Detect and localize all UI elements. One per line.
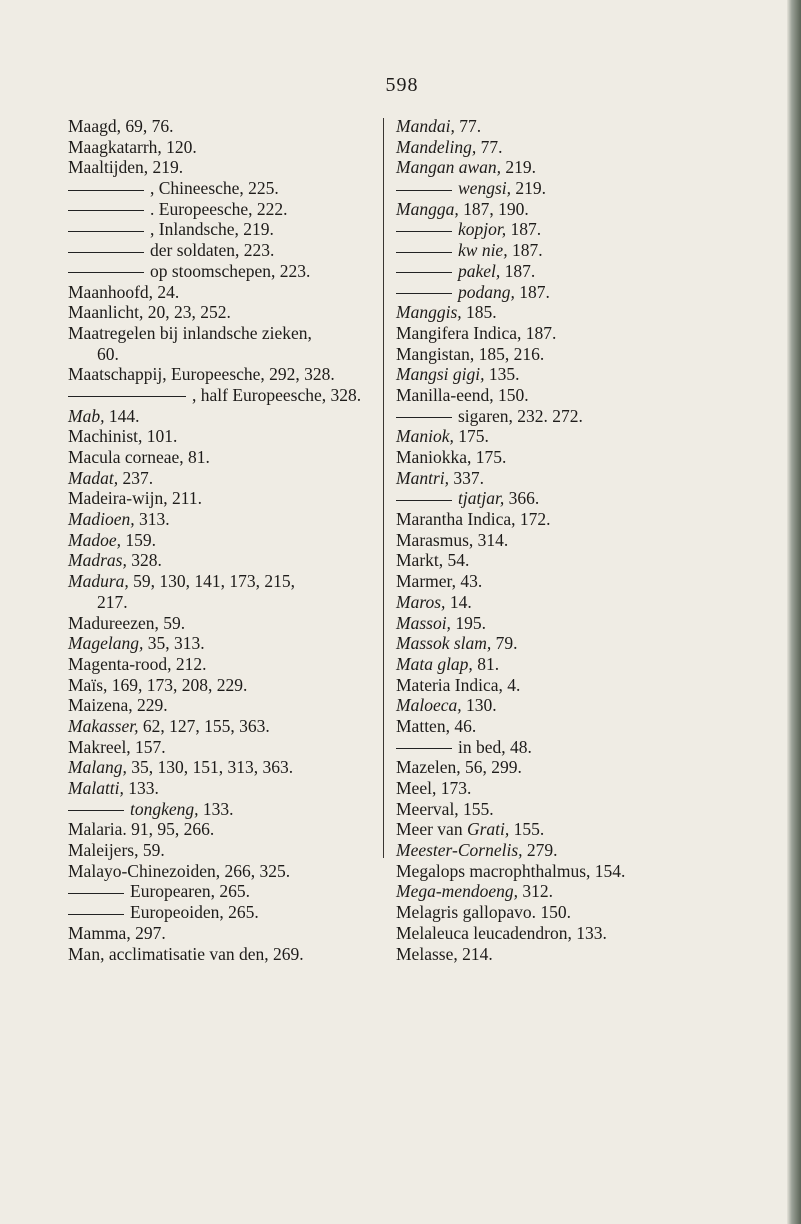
ditto-dash xyxy=(396,417,452,418)
index-entry xyxy=(68,116,378,137)
entry-text: Meer van xyxy=(396,819,467,840)
index-entry xyxy=(68,861,378,882)
entry-text: Maagd, 69, 76. xyxy=(68,116,174,136)
index-entry xyxy=(396,199,766,220)
entry-text: 328. xyxy=(126,550,162,571)
entry-text: . Europeesche, 222. xyxy=(150,198,288,219)
entry-text: 217. xyxy=(97,591,128,612)
entry-term: Maros, xyxy=(396,591,446,612)
entry-term: Mandai, xyxy=(396,116,455,136)
entry-text: Markt, 54. xyxy=(396,550,470,571)
entry-text: Melasse, 214. xyxy=(396,943,493,964)
entry-text: 35, 313. xyxy=(143,633,205,654)
ditto-dash xyxy=(396,231,452,232)
entry-term: Grati, xyxy=(466,819,510,840)
index-entry xyxy=(68,819,378,840)
index-entry xyxy=(68,757,378,778)
entry-text: 59, 130, 141, 173, 215, xyxy=(128,571,296,592)
entry-text: Meerval, 155. xyxy=(396,798,494,819)
entry-text: , Inlandsche, 219. xyxy=(150,219,274,240)
index-entry xyxy=(396,613,766,634)
column-divider xyxy=(383,118,384,858)
entry-text: in bed, 48. xyxy=(458,736,532,757)
index-entry xyxy=(68,323,378,344)
entry-text: Matten, 46. xyxy=(396,715,477,736)
entry-text: 187. xyxy=(500,260,536,281)
ditto-dash xyxy=(396,748,452,749)
index-entry xyxy=(68,530,378,551)
entry-text: Madureezen, 59. xyxy=(68,612,186,633)
index-entry xyxy=(396,509,766,530)
entry-text: Melaleuca leucadendron, 133. xyxy=(396,922,607,943)
index-entry xyxy=(396,550,766,571)
entry-text: Marantha Indica, 172. xyxy=(396,509,551,530)
index-entry xyxy=(68,364,378,385)
entry-text: 135. xyxy=(484,364,520,385)
entry-text: 337. xyxy=(449,467,484,488)
entry-text: Makreel, 157. xyxy=(68,736,166,757)
index-entry xyxy=(68,923,378,944)
index-entry xyxy=(396,406,766,427)
index-entry xyxy=(68,881,378,902)
ditto-dash xyxy=(68,190,144,191)
ditto-dash xyxy=(68,272,144,273)
ditto-dash xyxy=(68,893,124,894)
ditto-dash xyxy=(396,500,452,501)
entry-text: 219. xyxy=(511,178,546,199)
ditto-dash xyxy=(68,210,144,211)
index-entry xyxy=(68,571,378,592)
index-entry xyxy=(396,654,766,675)
index-entry xyxy=(68,695,378,716)
index-entry xyxy=(68,302,378,323)
page-edge xyxy=(787,0,801,1224)
entry-term: Mandeling, xyxy=(396,136,477,157)
entry-text: Europeoiden, 265. xyxy=(130,902,259,923)
entry-text: Maatregelen bij inlandsche zieken, xyxy=(68,322,312,343)
entry-text: Marasmus, 314. xyxy=(396,529,509,550)
entry-text: der soldaten, 223. xyxy=(150,240,275,261)
entry-text: Maagkatarrh, 120. xyxy=(68,136,197,157)
entry-text: 175. xyxy=(453,426,489,447)
index-entry xyxy=(68,406,378,427)
ditto-dash xyxy=(396,293,452,294)
entry-text: 195. xyxy=(450,612,486,633)
page-number: 598 xyxy=(385,74,419,96)
entry-text: 185. xyxy=(461,302,497,323)
entry-text: Malayo-Chinezoiden, 266, 325. xyxy=(68,860,291,881)
index-entry xyxy=(68,137,378,158)
entry-text: Marmer, 43. xyxy=(396,571,483,592)
entry-text: Meel, 173. xyxy=(396,778,472,798)
ditto-dash xyxy=(396,190,452,191)
index-entry xyxy=(68,178,378,199)
index-entry xyxy=(68,385,378,406)
index-entry xyxy=(68,902,378,923)
index-entry xyxy=(396,302,766,323)
entry-text: Maanlicht, 20, 23, 252. xyxy=(68,302,231,323)
index-entry xyxy=(68,344,378,365)
index-entry xyxy=(68,654,378,675)
entry-text: 14. xyxy=(445,591,472,612)
index-entry xyxy=(68,592,378,613)
index-entry xyxy=(396,778,766,799)
index-entry xyxy=(68,199,378,220)
index-entry xyxy=(396,178,766,199)
index-entry xyxy=(396,675,766,696)
index-entry xyxy=(396,323,766,344)
index-entry xyxy=(68,944,378,965)
index-entry xyxy=(396,695,766,716)
entry-text: 187. xyxy=(506,219,542,240)
entry-term: tongkeng, xyxy=(130,798,199,819)
entry-text: 219. xyxy=(501,157,536,178)
index-entry xyxy=(396,716,766,737)
entry-term: Mab, xyxy=(68,405,105,426)
index-entry xyxy=(68,799,378,820)
index-entry xyxy=(68,447,378,468)
index-entry xyxy=(396,737,766,758)
ditto-dash xyxy=(396,252,452,253)
index-entry xyxy=(68,716,378,737)
index-entry xyxy=(68,840,378,861)
index-column-left xyxy=(68,116,378,964)
index-entry xyxy=(68,633,378,654)
entry-term: tjatjar, xyxy=(458,488,505,509)
index-entry xyxy=(68,240,378,261)
index-entry xyxy=(396,468,766,489)
entry-term: Madura, xyxy=(68,571,129,592)
index-entry xyxy=(396,157,766,178)
entry-term: Madoe, xyxy=(68,529,121,550)
entry-term: Maloeca, xyxy=(396,695,462,716)
index-entry xyxy=(396,902,766,923)
entry-text: 279. xyxy=(522,840,558,861)
entry-term: Massok slam, xyxy=(396,633,492,654)
entry-text: 187, 190. xyxy=(458,198,529,219)
index-entry xyxy=(396,261,766,282)
index-entry xyxy=(68,737,378,758)
index-column-right xyxy=(396,116,766,964)
index-entry xyxy=(396,799,766,820)
entry-text: Machinist, 101. xyxy=(68,426,178,447)
entry-text: 237. xyxy=(118,467,154,488)
entry-text: 155. xyxy=(509,819,545,840)
entry-text: Macula corneae, 81. xyxy=(68,447,210,467)
entry-text: Magenta-rood, 212. xyxy=(68,653,207,674)
entry-text: 77. xyxy=(476,136,503,157)
index-entry xyxy=(68,613,378,634)
entry-text: 133. xyxy=(198,798,234,819)
index-entry xyxy=(396,447,766,468)
index-entry xyxy=(396,592,766,613)
entry-term: Mangsi gigi, xyxy=(396,364,485,385)
entry-text: Maïs, 169, 173, 208, 229. xyxy=(68,674,248,695)
entry-text: Maniokka, 175. xyxy=(396,447,507,467)
index-entry xyxy=(396,840,766,861)
entry-term: Mangan awan, xyxy=(396,157,501,178)
entry-term: Makasser, xyxy=(68,715,139,736)
entry-text: 79. xyxy=(491,633,518,654)
index-entry xyxy=(396,757,766,778)
entry-text: Materia Indica, 4. xyxy=(396,674,521,695)
entry-term: Manggis, xyxy=(396,302,462,323)
entry-text: 187. xyxy=(514,281,550,302)
entry-text: 366. xyxy=(504,488,540,509)
entry-text: Maleijers, 59. xyxy=(68,840,165,861)
index-entry xyxy=(396,633,766,654)
index-entry xyxy=(396,944,766,965)
index-entry xyxy=(68,488,378,509)
ditto-dash xyxy=(68,810,124,811)
entry-term: Meester-Cornelis, xyxy=(396,840,523,861)
entry-text: Megalops macrophthalmus, 154. xyxy=(396,860,626,881)
entry-text: Europearen, 265. xyxy=(130,881,251,902)
entry-text: 60. xyxy=(97,343,119,364)
ditto-dash xyxy=(68,231,144,232)
index-entry xyxy=(396,530,766,551)
entry-text: 130. xyxy=(461,695,497,716)
entry-text: Melagris gallopavo. 150. xyxy=(396,902,571,923)
index-entry xyxy=(68,468,378,489)
index-entry xyxy=(396,364,766,385)
ditto-dash xyxy=(68,396,186,397)
entry-text: 312. xyxy=(517,881,553,902)
entry-term: Madat, xyxy=(68,467,119,488)
ditto-dash xyxy=(68,252,144,253)
index-entry xyxy=(68,778,378,799)
entry-text: Maaltijden, 219. xyxy=(68,157,184,178)
entry-text: Madeira-wijn, 211. xyxy=(68,488,202,509)
entry-text: , Chineesche, 225. xyxy=(150,178,279,199)
ditto-dash xyxy=(396,272,452,273)
entry-text: Mangifera Indica, 187. xyxy=(396,322,557,343)
entry-term: Mantri, xyxy=(396,467,449,488)
entry-text: 81. xyxy=(472,653,500,674)
entry-text: Maanhoofd, 24. xyxy=(68,281,180,302)
entry-text: Maizena, 229. xyxy=(68,695,168,716)
index-entry xyxy=(396,819,766,840)
entry-term: Malatti, xyxy=(68,778,124,798)
entry-text: 133. xyxy=(123,778,159,798)
entry-term: Mega-mendoeng, xyxy=(396,881,518,902)
index-entry xyxy=(68,261,378,282)
index-entry xyxy=(396,426,766,447)
entry-term: kw nie, xyxy=(458,240,508,261)
index-entry xyxy=(396,571,766,592)
index-entry xyxy=(396,116,766,137)
entry-term: Mangga, xyxy=(396,198,459,219)
index-entry xyxy=(396,385,766,406)
index-entry xyxy=(68,675,378,696)
index-entry xyxy=(396,881,766,902)
index-entry xyxy=(396,344,766,365)
entry-text: 77. xyxy=(454,116,482,136)
entry-text: , half Europeesche, 328. xyxy=(192,384,362,405)
entry-term: Madras, xyxy=(68,550,127,571)
entry-text: Malaria. 91, 95, 266. xyxy=(68,819,215,840)
entry-term: kopjor, xyxy=(458,219,507,240)
index-entry xyxy=(396,282,766,303)
index-entry xyxy=(68,426,378,447)
index-entry xyxy=(396,861,766,882)
entry-text: Manilla-eend, 150. xyxy=(396,384,529,405)
entry-term: Mata glap, xyxy=(396,653,473,674)
entry-text: 313. xyxy=(134,509,170,530)
ditto-dash xyxy=(68,914,124,915)
index-entry xyxy=(396,923,766,944)
index-entry xyxy=(396,240,766,261)
entry-text: 144. xyxy=(104,405,140,426)
index-entry xyxy=(68,157,378,178)
entry-term: Magelang, xyxy=(68,633,144,654)
index-entry xyxy=(68,550,378,571)
index-entry xyxy=(68,219,378,240)
entry-text: 35, 130, 151, 313, 363. xyxy=(126,757,294,778)
entry-text: Mamma, 297. xyxy=(68,922,166,943)
entry-text: Mangistan, 185, 216. xyxy=(396,343,545,364)
entry-term: wengsi, xyxy=(458,178,511,199)
entry-text: 159. xyxy=(120,529,156,550)
index-entry xyxy=(68,509,378,530)
index-entry xyxy=(68,282,378,303)
entry-text: Mazelen, 56, 299. xyxy=(396,757,522,778)
entry-text: Maatschappij, Europeesche, 292, 328. xyxy=(68,364,335,385)
entry-term: podang, xyxy=(458,281,515,302)
entry-text: sigaren, 232. 272. xyxy=(458,405,583,426)
index-entry xyxy=(396,219,766,240)
entry-text: 187. xyxy=(507,240,543,261)
entry-text: Man, acclimatisatie van den, 269. xyxy=(68,943,304,964)
index-entry xyxy=(396,137,766,158)
entry-text: 62, 127, 155, 363. xyxy=(138,715,270,736)
entry-term: Malang, xyxy=(68,757,127,778)
index-entry xyxy=(396,488,766,509)
entry-term: Massoi, xyxy=(396,612,451,633)
entry-term: Madioen, xyxy=(68,509,135,530)
entry-term: pakel, xyxy=(458,260,501,281)
entry-text: op stoomschepen, 223. xyxy=(150,260,311,281)
entry-term: Maniok, xyxy=(396,426,454,447)
